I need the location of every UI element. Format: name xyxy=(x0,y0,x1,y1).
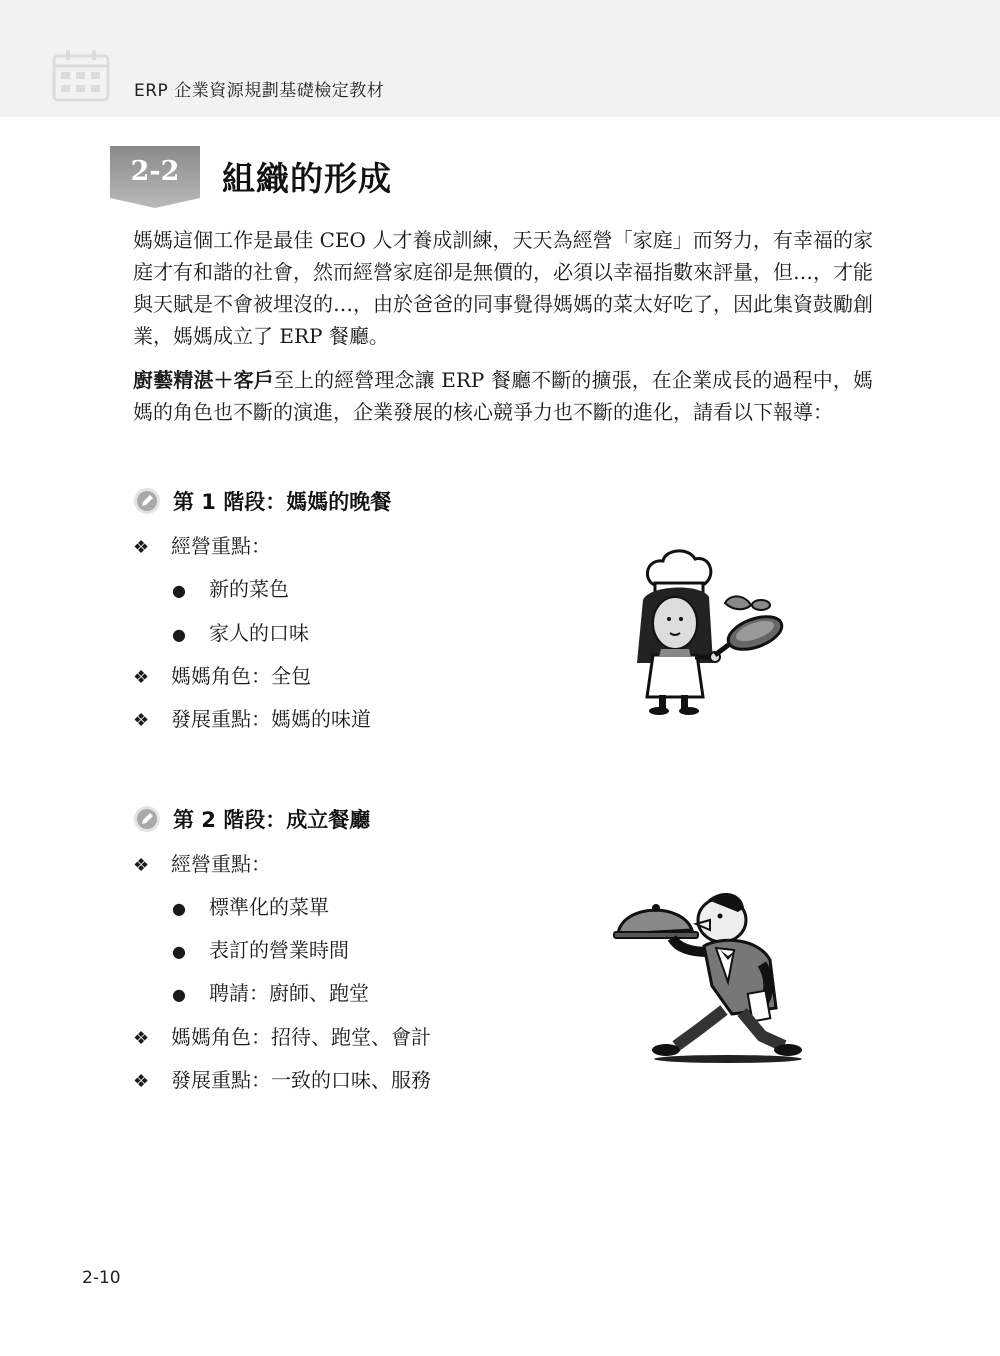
stage-2-title: 第 2 階段：成立餐廳 xyxy=(173,808,371,832)
focus-label: 經營重點： xyxy=(171,534,271,558)
diamond-bullet-icon: ❖ xyxy=(133,537,150,558)
dot-bullet-icon: ● xyxy=(172,899,186,918)
philosophy-paragraph xyxy=(133,364,873,428)
running-header xyxy=(0,0,1000,117)
chef-mom-illustration xyxy=(615,545,790,717)
dot-bullet-icon: ● xyxy=(172,625,186,644)
dot-bullet-icon: ● xyxy=(172,581,186,600)
role-text: 媽媽角色：招待、跑堂、會計 xyxy=(171,1025,431,1049)
list-item-text: 新的菜色 xyxy=(209,577,289,601)
list-item-text: 標準化的菜單 xyxy=(209,895,329,919)
pencil-icon xyxy=(133,487,161,515)
focus-label: 經營重點： xyxy=(171,852,271,876)
calendar-icon xyxy=(52,50,110,102)
stage-2-focus xyxy=(133,851,271,879)
list-item xyxy=(172,894,329,922)
diamond-bullet-icon: ❖ xyxy=(133,1071,150,1092)
intro-paragraph: 媽媽這個工作是最佳 CEO 人才養成訓練，天天為經營「家庭」而努力，有幸福的家庭才有和諧的社會，然而經營家庭卻是無價的，必須以幸福指數來評量，但…，才能與天賦是不會被埋沒的…，由於爸爸的同事覺得媽媽的菜太好吃了，因此集資鼓勵創業，媽媽成立了 ERP 餐廳。 xyxy=(133,228,873,348)
diamond-bullet-icon: ❖ xyxy=(133,1028,150,1049)
section-title: 組織的形成 xyxy=(222,159,392,198)
development-text: 發展重點：媽媽的味道 xyxy=(171,707,371,731)
book-title: ERP 企業資源規劃基礎檢定教材 xyxy=(134,81,385,101)
stage-1-role xyxy=(133,663,311,691)
diamond-bullet-icon: ❖ xyxy=(133,710,150,731)
role-text: 媽媽角色：全包 xyxy=(171,664,311,688)
stage-1-title: 第 1 階段：媽媽的晚餐 xyxy=(173,490,392,514)
diamond-bullet-icon: ❖ xyxy=(133,855,150,876)
section-number: 2-2 xyxy=(130,156,180,187)
list-item xyxy=(172,576,289,604)
list-item-text: 表訂的營業時間 xyxy=(209,938,349,962)
stage-1-development xyxy=(133,706,371,734)
stage-2-role xyxy=(133,1024,431,1052)
list-item xyxy=(172,620,309,648)
pencil-icon xyxy=(133,805,161,833)
stage-1-heading xyxy=(133,486,391,516)
list-item-text: 聘請：廚師、跑堂 xyxy=(209,981,369,1005)
dot-bullet-icon: ● xyxy=(172,942,186,961)
development-text: 發展重點：一致的口味、服務 xyxy=(171,1068,431,1092)
dot-bullet-icon: ● xyxy=(172,985,186,1004)
emphasis-text: 廚藝精湛＋客戶 xyxy=(133,368,274,392)
philosophy-text: 至上的經營理念讓 ERP 餐廳不斷的擴張，在企業成長的過程中，媽媽的角色也不斷的演進，企業發展的核心競爭力也不斷的進化，請看以下報導： xyxy=(133,368,873,424)
list-item-text: 家人的口味 xyxy=(209,621,309,645)
stage-2-heading xyxy=(133,804,370,834)
page-number: 2-10 xyxy=(82,1268,121,1288)
list-item xyxy=(172,937,349,965)
stage-1-focus xyxy=(133,533,271,561)
diamond-bullet-icon: ❖ xyxy=(133,667,150,688)
waiter-illustration xyxy=(612,890,804,1065)
list-item xyxy=(172,980,369,1008)
stage-2-development xyxy=(133,1067,431,1095)
